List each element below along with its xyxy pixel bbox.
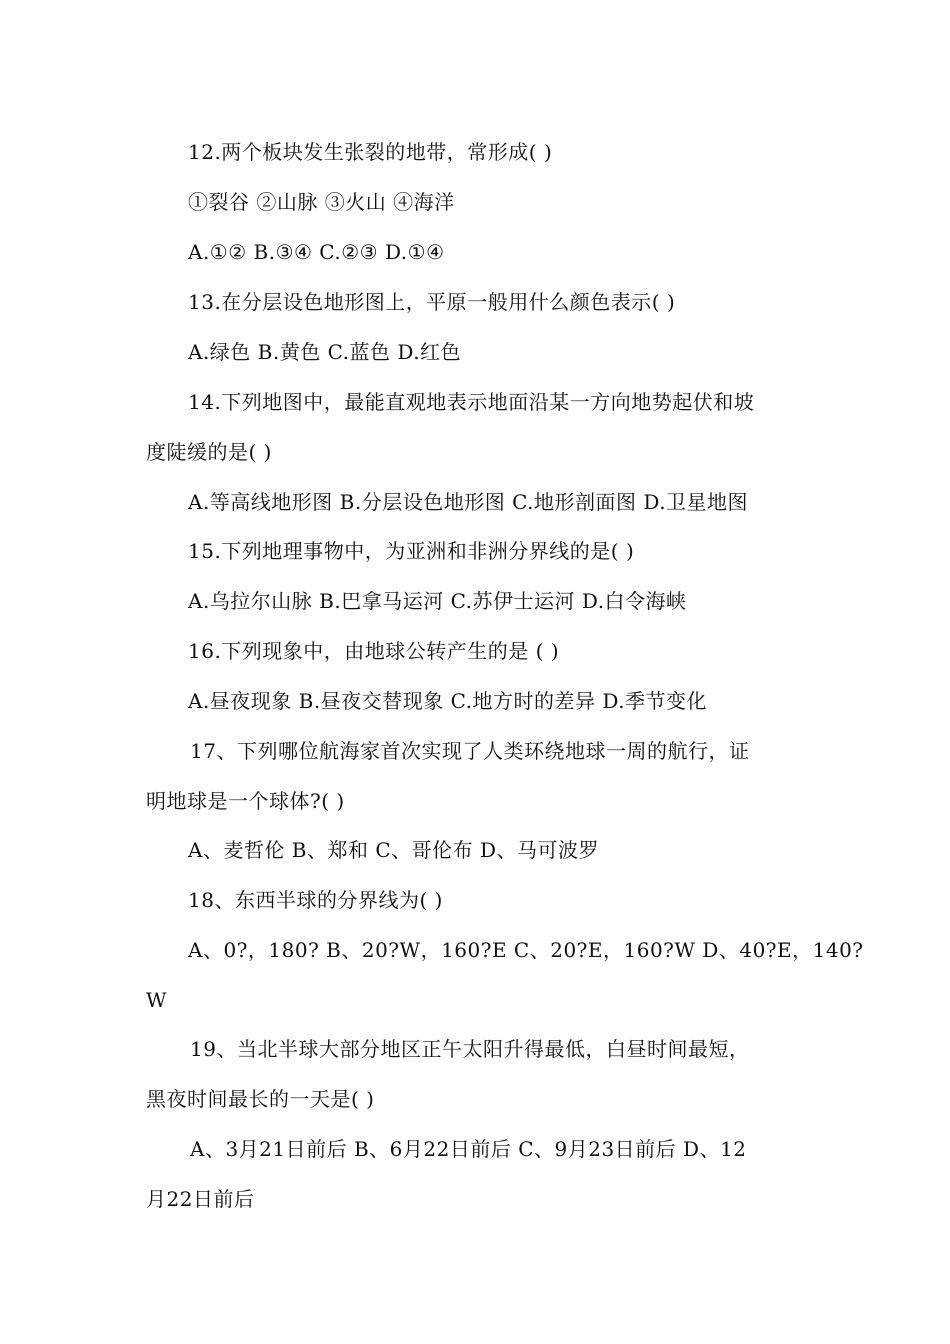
q12-options: A.①② B.③④ C.②③ D.①④ [188,240,445,264]
q14-stem-cont: 度陡缓的是( ) [146,440,272,464]
q17-stem: 17、下列哪位航海家首次实现了人类环绕地球一周的航行，证 [190,739,750,763]
q14-stem: 14.下列地图中，最能直观地表示地面沿某一方向地势起伏和坡 [188,390,755,414]
q19-options-cont: 月22日前后 [146,1187,255,1211]
q17-stem-cont: 明地球是一个球体?( ) [146,789,345,813]
q14-options: A.等高线地形图 B.分层设色地形图 C.地形剖面图 D.卫星地图 [188,490,749,514]
q18-options-cont: W [146,988,168,1012]
q15-stem: 15.下列地理事物中，为亚洲和非洲分界线的是( ) [188,539,635,563]
q12-items: ①裂谷 ②山脉 ③火山 ④海洋 [188,190,455,214]
q12-stem: 12.两个板块发生张裂的地带，常形成( ) [188,140,553,164]
q18-stem: 18、东西半球的分界线为( ) [188,888,443,912]
q13-options: A.绿色 B.黄色 C.蓝色 D.红色 [188,340,462,364]
q17-options: A、麦哲伦 B、郑和 C、哥伦布 D、马可波罗 [188,838,600,862]
q13-stem: 13.在分层设色地形图上，平原一般用什么颜色表示( ) [188,290,676,314]
q16-stem: 16.下列现象中，由地球公转产生的是 ( ) [188,639,560,663]
q16-options: A.昼夜现象 B.昼夜交替现象 C.地方时的差异 D.季节变化 [188,689,708,713]
q19-stem-cont: 黑夜时间最长的一天是( ) [146,1087,375,1111]
q19-options: A、3月21日前后 B、6月22日前后 C、9月23日前后 D、12 [190,1137,747,1161]
q15-options: A.乌拉尔山脉 B.巴拿马运河 C.苏伊士运河 D.白令海峡 [188,589,687,613]
q18-options: A、0?，180? B、20?W，160?E C、20?E，160?W D、40?E，140? [188,938,864,962]
q19-stem: 19、当北半球大部分地区正午太阳升得最低，白昼时间最短， [190,1037,750,1061]
